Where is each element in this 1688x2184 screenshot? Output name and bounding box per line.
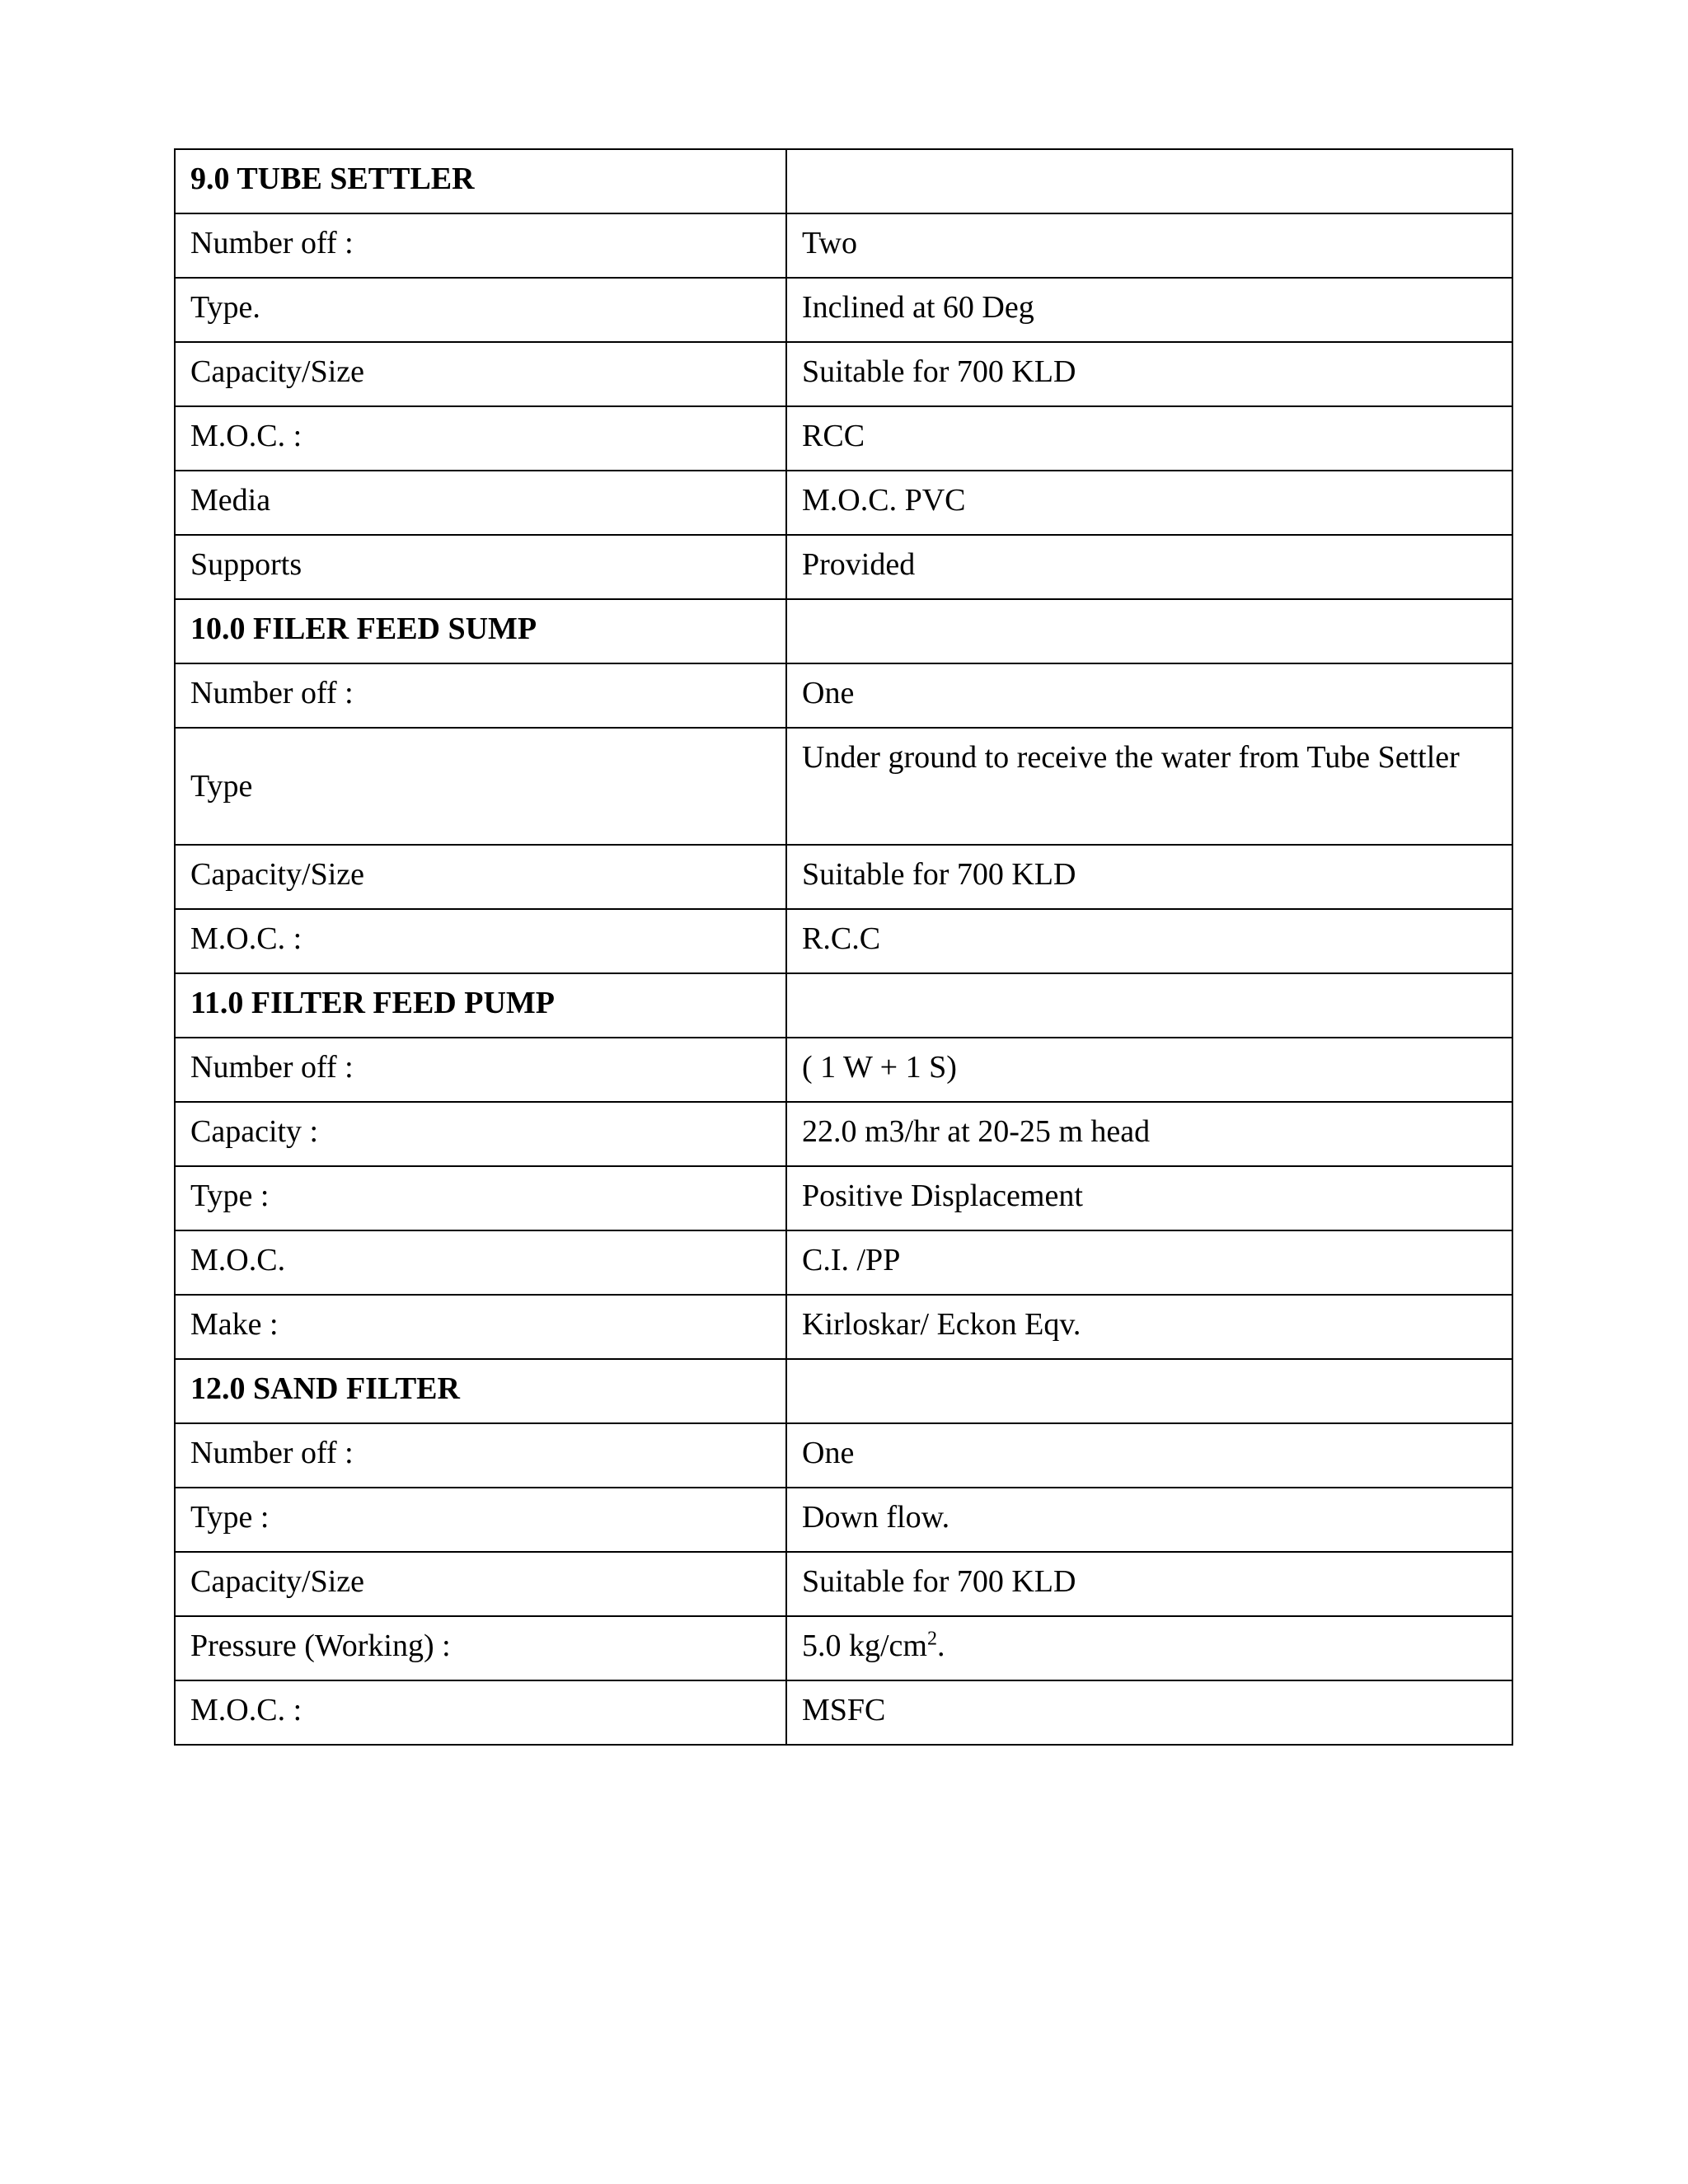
section-title: 9.0 TUBE SETTLER	[175, 149, 786, 213]
table-row	[175, 1488, 1512, 1552]
table-row	[175, 1423, 1512, 1488]
row-value: Suitable for 700 KLD	[786, 1552, 1512, 1616]
row-value: Down flow.	[786, 1488, 1512, 1552]
table-row	[175, 278, 1512, 342]
table-row	[175, 1166, 1512, 1230]
spec-table	[174, 148, 1513, 1746]
section-header-row	[175, 599, 1512, 663]
empty-cell	[786, 599, 1512, 663]
row-label: Number off :	[175, 1423, 786, 1488]
row-label: Capacity/Size	[175, 342, 786, 406]
row-value: Suitable for 700 KLD	[786, 845, 1512, 909]
section-title: 10.0 FILER FEED SUMP	[175, 599, 786, 663]
row-label: Number off :	[175, 663, 786, 728]
table-row	[175, 213, 1512, 278]
table-row	[175, 1038, 1512, 1102]
table-row	[175, 1616, 1512, 1680]
row-label: Make :	[175, 1295, 786, 1359]
row-value: One	[786, 663, 1512, 728]
row-value: Inclined at 60 Deg	[786, 278, 1512, 342]
row-label: M.O.C.	[175, 1230, 786, 1295]
row-value: Provided	[786, 535, 1512, 599]
value-text: 5.0 kg/cm	[802, 1629, 927, 1663]
table-row	[175, 1102, 1512, 1166]
table-row	[175, 406, 1512, 471]
section-header-row	[175, 1359, 1512, 1423]
row-value: Suitable for 700 KLD	[786, 342, 1512, 406]
table-row	[175, 1230, 1512, 1295]
row-label: M.O.C. :	[175, 1680, 786, 1745]
section-header-row	[175, 973, 1512, 1038]
row-label: Capacity/Size	[175, 845, 786, 909]
table-row	[175, 728, 1512, 845]
table-row	[175, 663, 1512, 728]
table-row	[175, 1552, 1512, 1616]
row-value	[786, 1616, 1512, 1680]
table-row	[175, 845, 1512, 909]
row-value: Two	[786, 213, 1512, 278]
row-label: M.O.C. :	[175, 406, 786, 471]
row-label: Pressure (Working) :	[175, 1616, 786, 1680]
value-superscript: 2	[926, 1628, 937, 1650]
row-label: Capacity/Size	[175, 1552, 786, 1616]
row-value: C.I. /PP	[786, 1230, 1512, 1295]
row-value: 22.0 m3/hr at 20-25 m head	[786, 1102, 1512, 1166]
section-title: 11.0 FILTER FEED PUMP	[175, 973, 786, 1038]
section-header-row	[175, 149, 1512, 213]
table-row	[175, 471, 1512, 535]
value-suffix: .	[936, 1629, 945, 1663]
row-value: R.C.C	[786, 909, 1512, 973]
empty-cell	[786, 1359, 1512, 1423]
section-title: 12.0 SAND FILTER	[175, 1359, 786, 1423]
row-label: Media	[175, 471, 786, 535]
table-row	[175, 342, 1512, 406]
table-row	[175, 909, 1512, 973]
row-label: Supports	[175, 535, 786, 599]
row-value: One	[786, 1423, 1512, 1488]
row-value: Kirloskar/ Eckon Eqv.	[786, 1295, 1512, 1359]
empty-cell	[786, 149, 1512, 213]
row-value: M.O.C. PVC	[786, 471, 1512, 535]
row-label: Type :	[175, 1488, 786, 1552]
row-label: Capacity :	[175, 1102, 786, 1166]
row-label: Type	[175, 728, 786, 845]
row-label: M.O.C. :	[175, 909, 786, 973]
row-value: Positive Displacement	[786, 1166, 1512, 1230]
table-row	[175, 1295, 1512, 1359]
row-value: MSFC	[786, 1680, 1512, 1745]
row-value: RCC	[786, 406, 1512, 471]
empty-cell	[786, 973, 1512, 1038]
row-value: ( 1 W + 1 S)	[786, 1038, 1512, 1102]
row-label: Type :	[175, 1166, 786, 1230]
table-row	[175, 1680, 1512, 1745]
row-label: Number off :	[175, 213, 786, 278]
row-label: Type.	[175, 278, 786, 342]
row-value: Under ground to receive the water from Tube Settler	[786, 728, 1512, 845]
row-label: Number off :	[175, 1038, 786, 1102]
table-row	[175, 535, 1512, 599]
